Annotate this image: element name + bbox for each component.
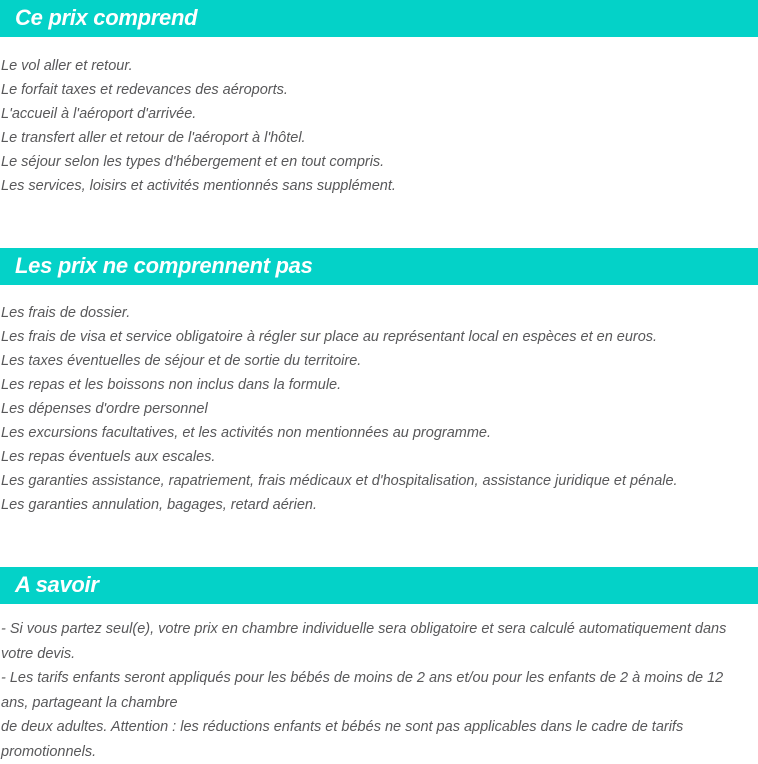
list-item: Les repas éventuels aux escales. xyxy=(1,449,216,465)
list-item: Les dépenses d'ordre personnel xyxy=(1,401,208,417)
spacer xyxy=(0,198,758,248)
list-item: Les repas et les boissons non inclus dans la formule. xyxy=(1,377,342,393)
list-item: Les garanties assistance, rapatriement, frais médicaux et d'hospitalisation, assistance juridique et pénale. xyxy=(1,473,678,489)
section-heading-included: Ce prix comprend xyxy=(0,0,758,37)
list-item: Le séjour selon les types d'hébergement et en tout compris. xyxy=(1,154,385,170)
list-item: Le transfert aller et retour de l'aéroport à l'hôtel. xyxy=(1,130,306,146)
section-heading-good-to-know: A savoir xyxy=(0,567,758,604)
spacer xyxy=(0,604,758,617)
list-item: Les garanties annulation, bagages, retard aérien. xyxy=(1,497,317,513)
list-item: Les frais de visa et service obligatoire à régler sur place au représentant local en espèces et en euros. xyxy=(1,329,658,345)
section-heading-not-included: Les prix ne comprennent pas xyxy=(0,248,758,285)
paragraph: - Les tarifs enfants seront appliqués pour les bébés de moins de 2 ans et/ou pour les enfants de 2 à moins de 12 ans, partageant la chambre xyxy=(1,670,724,711)
list-item: L'accueil à l'aéroport d'arrivée. xyxy=(1,106,197,122)
section-included xyxy=(0,0,758,198)
spacer xyxy=(0,37,758,54)
section-body-included xyxy=(0,54,758,198)
spacer xyxy=(0,285,758,301)
section-body-good-to-know xyxy=(0,617,758,764)
list-item: Les services, loisirs et activités mentionnés sans supplément. xyxy=(1,178,396,194)
list-item: Les excursions facultatives, et les activités non mentionnées au programme. xyxy=(1,425,492,441)
section-not-included xyxy=(0,248,758,517)
section-good-to-know xyxy=(0,567,758,764)
spacer xyxy=(0,517,758,567)
list-item: Le vol aller et retour. xyxy=(1,58,133,74)
paragraph: de deux adultes. Attention : les réductions enfants et bébés ne sont pas applicables dans le cadre de tarifs promotionnels. xyxy=(1,719,684,760)
list-item: Les taxes éventuelles de séjour et de sortie du territoire. xyxy=(1,353,362,369)
list-item: Les frais de dossier. xyxy=(1,305,131,321)
list-item: Le forfait taxes et redevances des aéroports. xyxy=(1,82,288,98)
section-body-not-included xyxy=(0,301,758,517)
paragraph: - Si vous partez seul(e), votre prix en chambre individuelle sera obligatoire et sera calculé automatiquement dans votre devis. xyxy=(1,621,727,662)
